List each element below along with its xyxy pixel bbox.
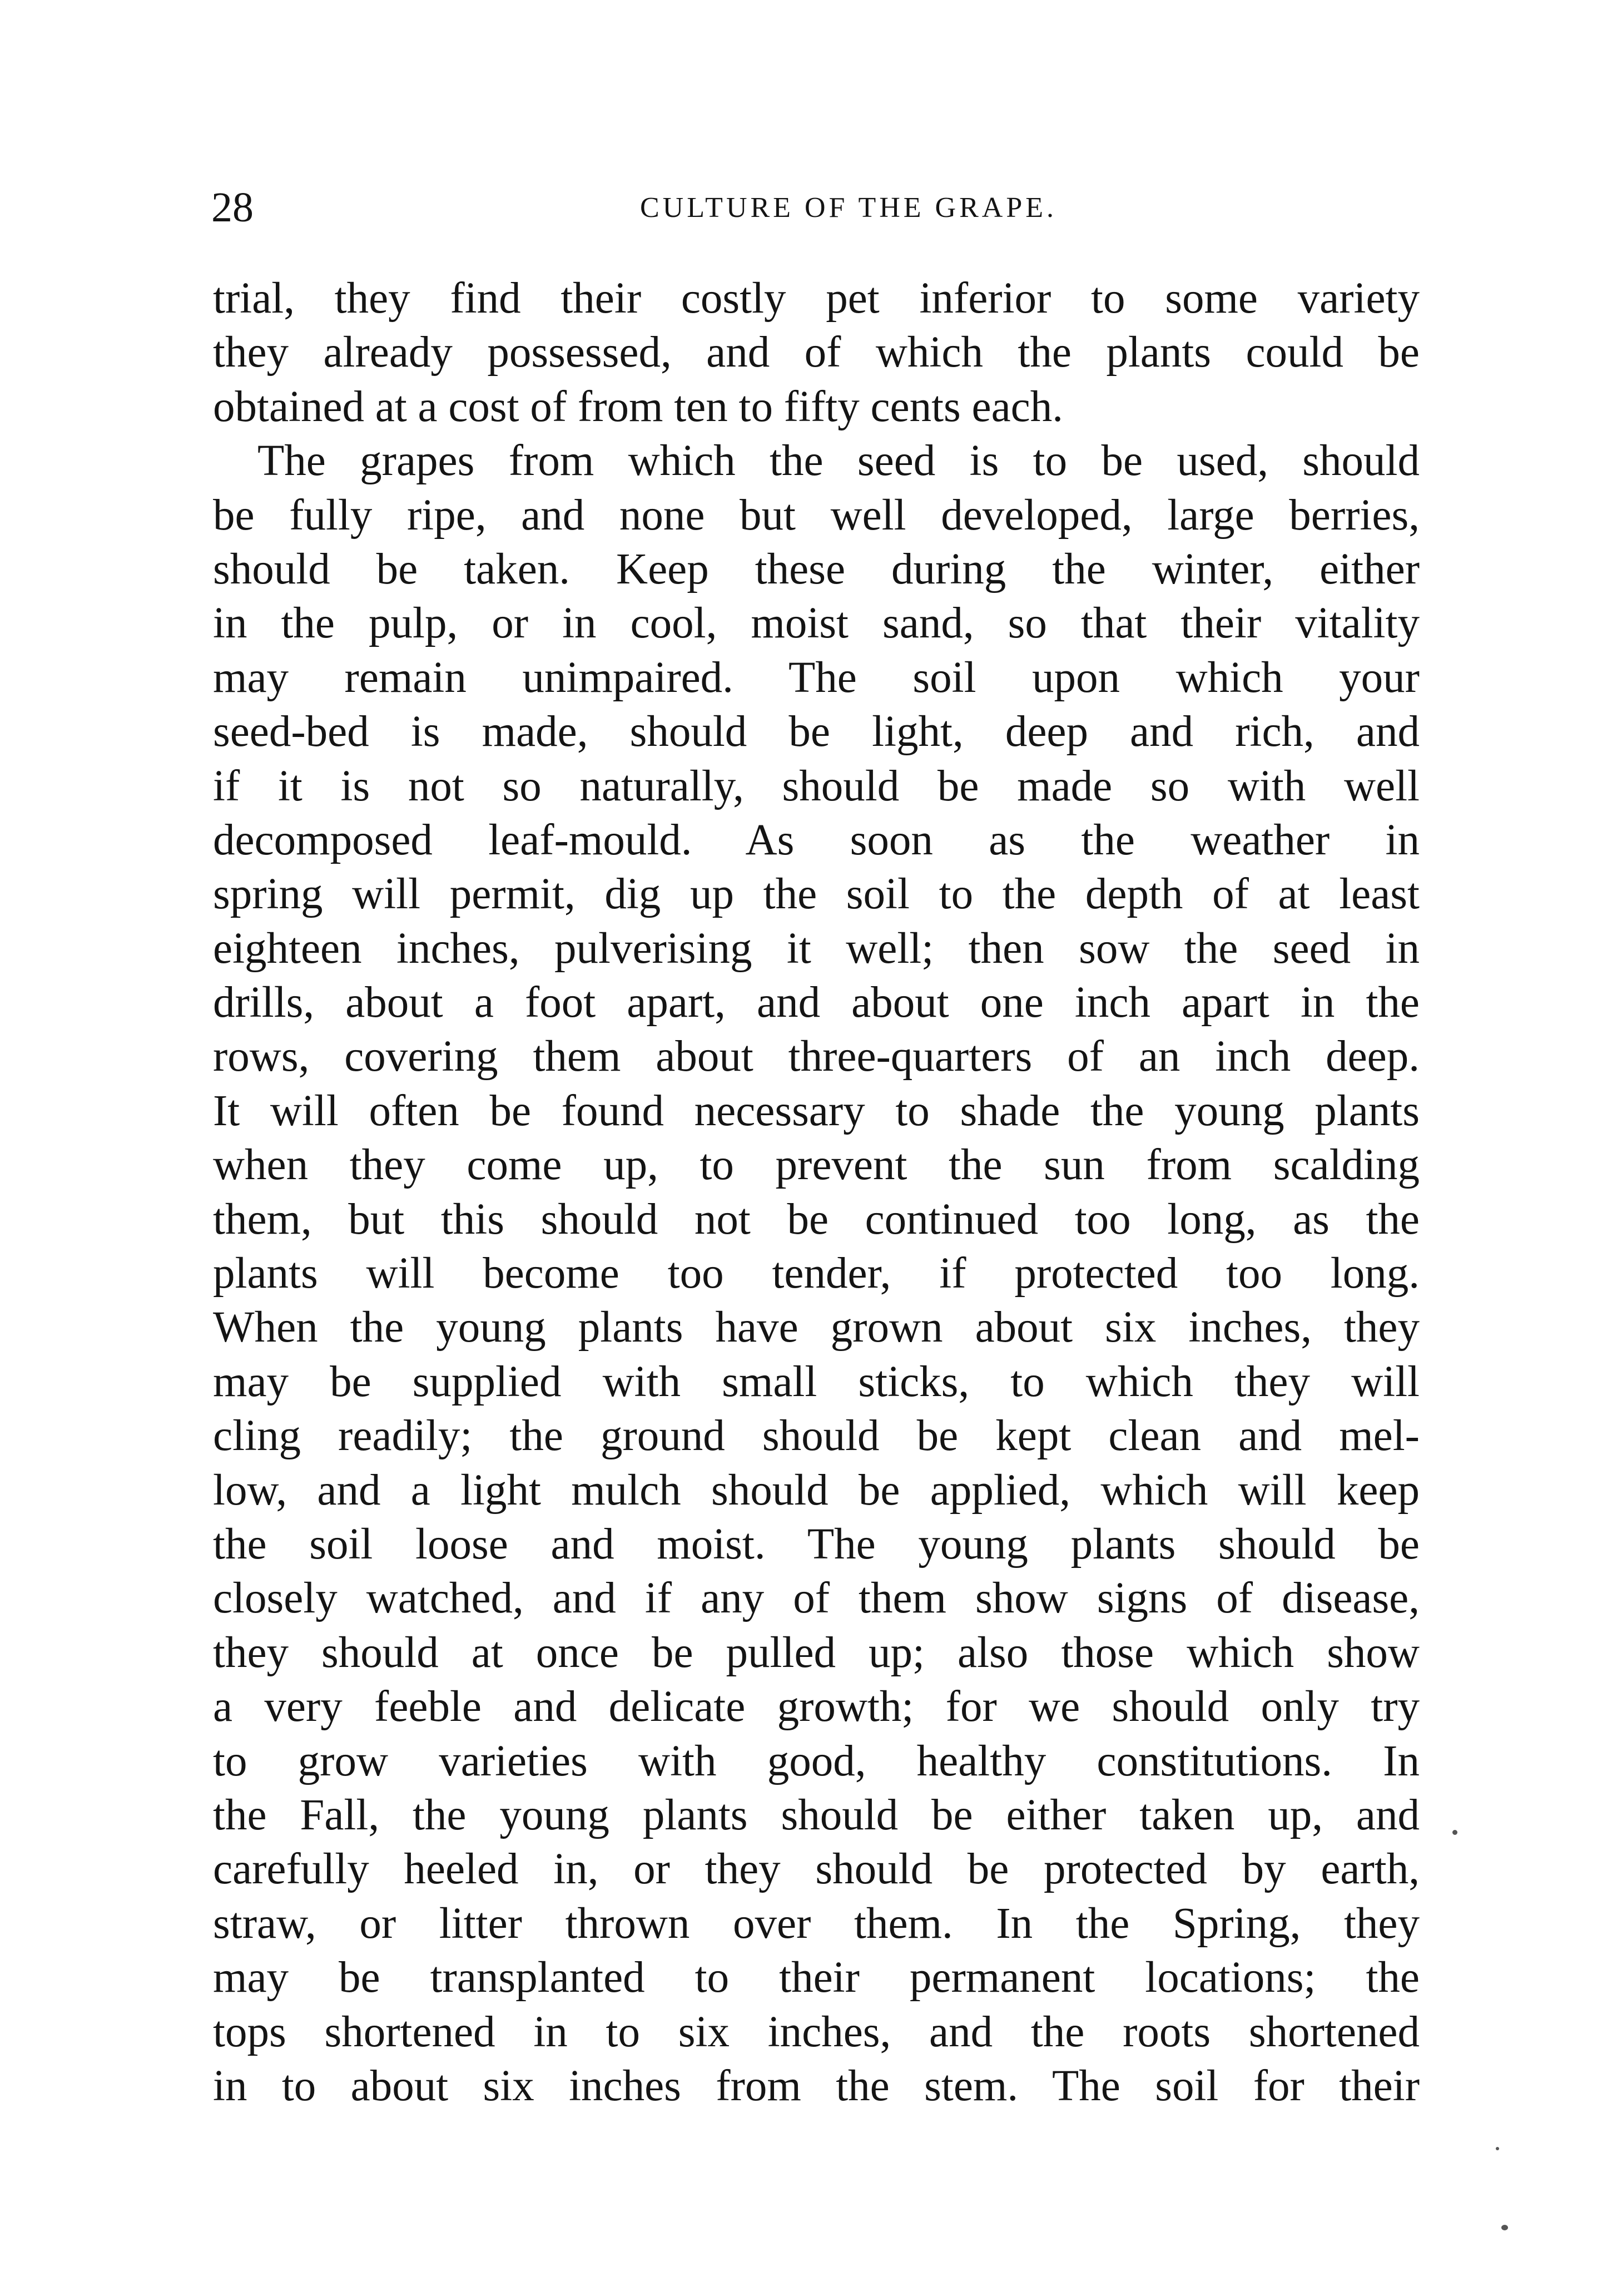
text-line: in the pulp, or in cool, moist sand, so that their vitality	[213, 599, 1420, 648]
text-line: The grapes from which the seed is to be used, should	[257, 437, 1420, 486]
text-line: spring will permit, dig up the soil to the depth of at least	[213, 870, 1420, 919]
text-line: be fully ripe, and none but well developed, large berries,	[213, 491, 1420, 540]
text-line: when they come up, to prevent the sun from scalding	[213, 1141, 1420, 1190]
text-line: may be transplanted to their permanent locations; the	[213, 1953, 1420, 2002]
text-line: It will often be found necessary to shade the young plants	[213, 1086, 1420, 1135]
text-line: may remain unimpaired. The soil upon which your	[213, 653, 1420, 702]
running-header	[211, 184, 1419, 231]
text-line: trial, they find their costly pet inferior to some variety	[213, 274, 1420, 323]
body-text	[213, 271, 1420, 2113]
text-line: eighteen inches, pulverising it well; then sow the seed in	[213, 924, 1420, 973]
scan-speck	[1452, 1830, 1457, 1835]
text-line: if it is not so naturally, should be made so with well	[213, 761, 1420, 810]
text-line: drills, about a foot apart, and about one inch apart in the	[213, 978, 1420, 1027]
text-line: should be taken. Keep these during the winter, either	[213, 545, 1420, 593]
running-title: CULTURE OF THE GRAPE.	[639, 192, 1058, 224]
page-number: 28	[211, 184, 254, 231]
text-line: tops shortened in to six inches, and the roots shortened	[213, 2007, 1420, 2056]
text-line: a very feeble and delicate growth; for we should only try	[213, 1683, 1420, 1731]
text-line: the soil loose and moist. The young plants should be	[213, 1520, 1420, 1568]
text-line: When the young plants have grown about six inches, they	[213, 1303, 1420, 1352]
text-line: closely watched, and if any of them show signs of disease,	[213, 1574, 1420, 1623]
text-line: plants will become too tender, if protected too long.	[213, 1249, 1420, 1298]
text-line: to grow varieties with good, healthy constitutions. In	[213, 1736, 1420, 1785]
text-line: them, but this should not be continued too long, as the	[213, 1195, 1420, 1244]
text-line: rows, covering them about three-quarters of an inch deep.	[213, 1032, 1420, 1081]
text-line: straw, or litter thrown over them. In the Spring, they	[213, 1899, 1420, 1948]
text-line: carefully heeled in, or they should be protected by earth,	[213, 1845, 1420, 1894]
scan-speck	[1501, 2225, 1508, 2230]
text-line: the Fall, the young plants should be either taken up, and	[213, 1790, 1420, 1839]
text-line: they should at once be pulled up; also those which show	[213, 1628, 1420, 1677]
text-line: low, and a light mulch should be applied, which will keep	[213, 1466, 1420, 1515]
text-line: decomposed leaf-mould. As soon as the weather in	[213, 815, 1420, 864]
text-line: obtained at a cost of from ten to fifty cents each.	[213, 382, 1063, 431]
scan-speck	[1496, 2147, 1499, 2150]
text-line: seed-bed is made, should be light, deep and rich, and	[213, 707, 1420, 756]
text-line: in to about six inches from the stem. The soil for their	[213, 2061, 1420, 2110]
text-line: they already possessed, and of which the plants could be	[213, 328, 1420, 377]
text-line: may be supplied with small sticks, to which they will	[213, 1357, 1420, 1406]
text-line: cling readily; the ground should be kept clean and mel-	[213, 1412, 1420, 1461]
